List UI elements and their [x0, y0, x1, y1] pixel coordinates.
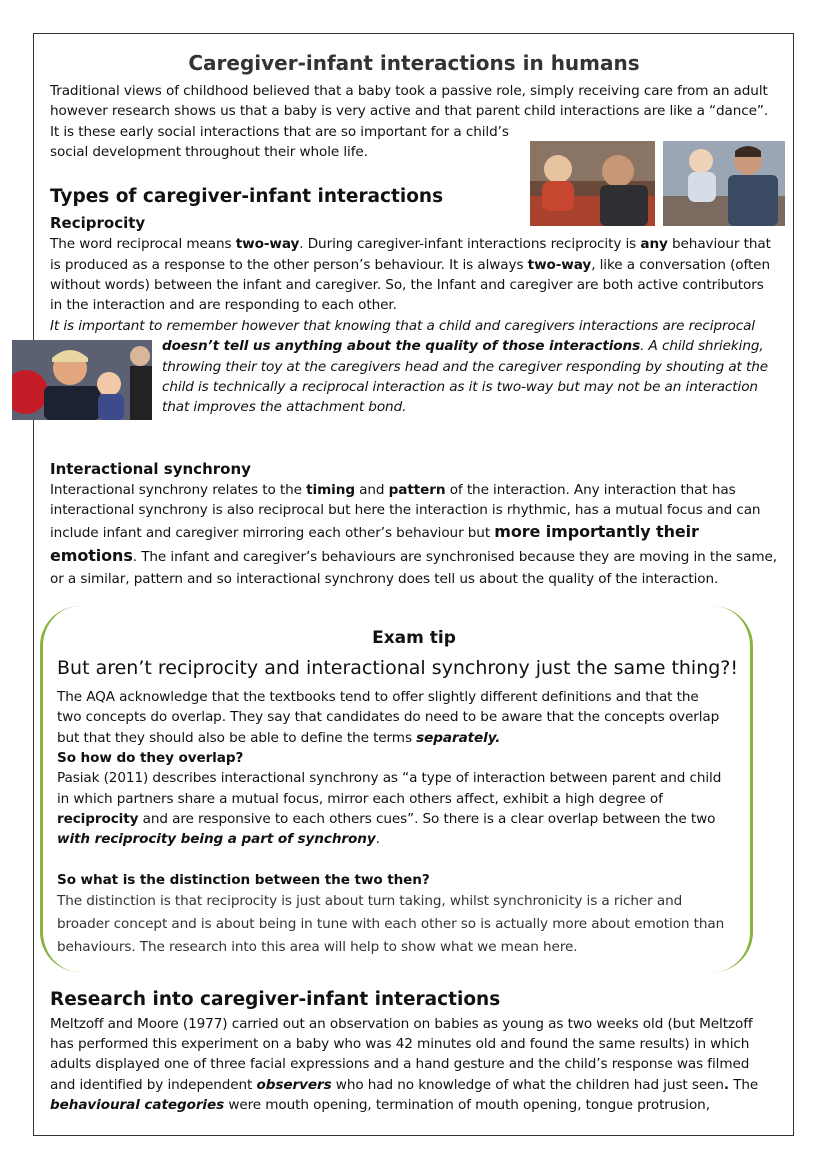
exam-tip-line: behaviours. The research into this area will help to show what we mean here. [57, 939, 578, 955]
synchrony-line: interactional synchrony is also reciprocal but here the interaction is rhythmic, has a mutual focus and can [50, 502, 761, 518]
exam-tip-line: with reciprocity being a part of synchrony. [57, 831, 380, 847]
reciprocity-italic-line: child is technically a reciprocal interaction as it is two-way but may not be an interaction [162, 379, 758, 395]
exam-tip-line: but that they should also be able to define the terms separately. [57, 730, 501, 746]
research-line: adults displayed one of three facial expressions and a hand gesture and the child’s response was filmed [50, 1056, 750, 1072]
baby-father-photo-1 [530, 141, 655, 226]
intro-line: Traditional views of childhood believed that a baby took a passive role, simply receiving care from an adult [50, 83, 768, 99]
exam-tip-line: in which partners share a mutual focus, mirror each others affect, exhibit a high degree of [57, 791, 663, 807]
intro-line: however research shows us that a baby is very active and that parent child interactions are like a “dance”. [50, 103, 769, 119]
exam-tip-line: two concepts do overlap. They say that candidates do need to be aware that the concepts overlap [57, 709, 720, 725]
synchrony-line: or a similar, pattern and so interactional synchrony does tell us about the quality of the interaction. [50, 571, 719, 587]
exam-tip-line: reciprocity and are responsive to each others cues”. So there is a clear overlap between the two [57, 811, 716, 827]
synchrony-heading: Interactional synchrony [50, 460, 251, 478]
reciprocity-line: in the interaction and are responding to each other. [50, 297, 397, 313]
exam-tip-question: But aren’t reciprocity and interactional synchrony just the same thing?! [57, 657, 739, 679]
research-line: has performed this experiment on a baby who was 42 minutes old and found the same results) in which [50, 1036, 750, 1052]
research-line: Meltzoff and Moore (1977) carried out an observation on babies as young as two weeks old (but Meltzoff [50, 1016, 753, 1032]
baby-father-photo-2 [663, 141, 785, 226]
reciprocity-italic-line: It is important to remember however that knowing that a child and caregivers interactions are reciprocal [50, 318, 755, 334]
exam-tip-line: Pasiak (2011) describes interactional synchrony as “a type of interaction between parent and child [57, 770, 722, 786]
exam-tip-title: Exam tip [372, 628, 456, 648]
reciprocity-italic-line: that improves the attachment bond. [162, 399, 407, 415]
intro-line: social development throughout their whole life. [50, 144, 368, 160]
synchrony-line: emotions. The infant and caregiver’s behaviours are synchronised because they are moving in the same, [50, 546, 777, 565]
reciprocity-line: The word reciprocal means two-way. During caregiver-infant interactions reciprocity is any behaviour that [50, 236, 771, 252]
exam-tip-line: The AQA acknowledge that the textbooks tend to offer slightly different definitions and that the [57, 689, 699, 705]
reciprocity-line: is produced as a response to the other person’s behaviour. It is always two-way, like a conversation (often [50, 257, 770, 273]
reciprocity-italic-line: doesn’t tell us anything about the quality of those interactions. A child shrieking, [162, 338, 764, 354]
reciprocity-heading: Reciprocity [50, 214, 146, 232]
exam-tip-subheading: So what is the distinction between the two then? [57, 872, 430, 888]
synchrony-line: Interactional synchrony relates to the timing and pattern of the interaction. Any interaction that has [50, 482, 736, 498]
exam-tip-subheading: So how do they overlap? [57, 750, 244, 766]
reciprocity-line: without words) between the infant and caregiver. So, the Infant and caregiver are both active contributors [50, 277, 764, 293]
shouting-adult-child-photo [12, 340, 152, 420]
research-line: and identified by independent observers who had no knowledge of what the children had just seen. The [50, 1077, 759, 1093]
research-heading: Research into caregiver-infant interactions [50, 989, 501, 1010]
reciprocity-italic-line: throwing their toy at the caregivers head and the caregiver responding by shouting at the [162, 359, 769, 375]
exam-tip-line: The distinction is that reciprocity is just about turn taking, whilst synchronicity is a richer and [57, 893, 683, 909]
types-heading: Types of caregiver-infant interactions [50, 186, 444, 207]
synchrony-line: include infant and caregiver mirroring each other’s behaviour but more importantly their [50, 522, 699, 541]
page-title: Caregiver-infant interactions in humans [188, 51, 640, 75]
exam-tip-line: broader concept and is about being in tune with each other so is actually more about emotion than [57, 916, 725, 932]
intro-line: It is these early social interactions that are so important for a child’s [50, 124, 509, 140]
research-line: behavioural categories were mouth opening, termination of mouth opening, tongue protrusion, [50, 1097, 710, 1113]
